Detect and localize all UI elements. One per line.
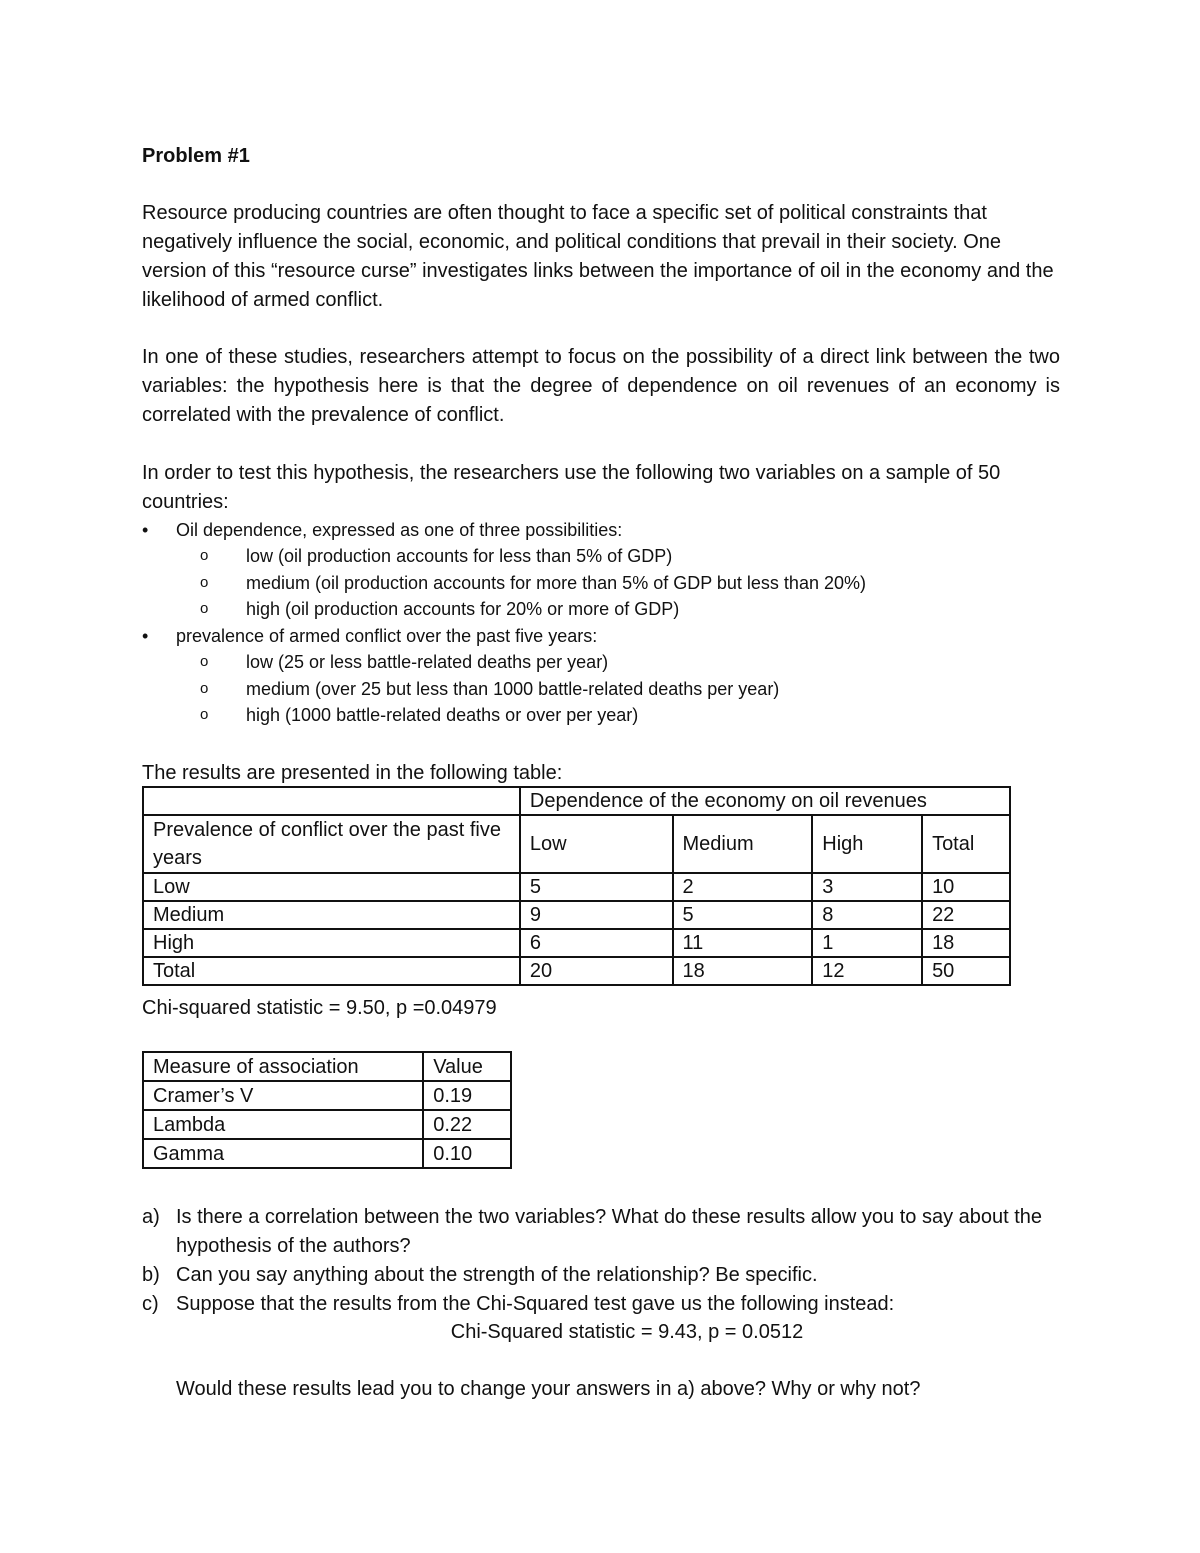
- row-label: Low: [143, 873, 520, 901]
- variable-list-oil: [142, 517, 1060, 623]
- column-header: Value: [423, 1052, 511, 1081]
- row-label: High: [143, 929, 520, 957]
- list-item: [176, 570, 1060, 597]
- table-row: [143, 873, 1010, 901]
- list-item-text: medium (over 25 but less than 1000 battle-related deaths per year): [246, 678, 780, 699]
- question-a: [142, 1203, 1072, 1261]
- measure-name: Gamma: [143, 1139, 423, 1168]
- row-group-header: Prevalence of conflict over the past five years: [143, 815, 520, 873]
- table-cell: 20: [520, 957, 673, 985]
- list-item-text: high (oil production accounts for 20% or more of GDP): [246, 599, 680, 619]
- table-row: [143, 815, 1010, 873]
- table-row: [143, 787, 1010, 815]
- list-item: [176, 702, 1060, 729]
- table-cell: 50: [922, 957, 1010, 985]
- variable-list-conflict: [142, 623, 1060, 729]
- sub-bullet-icon: o: [200, 600, 209, 617]
- list-item-text: medium (oil production accounts for more than 5% of GDP but less than 20%): [246, 572, 866, 593]
- alt-chi-squared: Chi-Squared statistic = 9.43, p = 0.0512: [450, 1321, 804, 1343]
- variable-label: Oil dependence, expressed as one of three possibilities:: [176, 520, 623, 540]
- table-cell: 1: [812, 929, 922, 957]
- table-row: [143, 1139, 511, 1168]
- row-label: Total: [143, 957, 520, 985]
- table-row: [143, 1081, 511, 1110]
- sub-bullet-icon: o: [200, 573, 209, 591]
- table-cell: 11: [673, 929, 813, 957]
- table-cell: 12: [812, 957, 922, 985]
- list-item: [176, 543, 1060, 570]
- question-marker: b): [142, 1264, 160, 1286]
- question-c: [142, 1290, 1072, 1319]
- list-item-text: high (1000 battle-related deaths or over per year): [246, 705, 639, 725]
- list-item-text: low (oil production accounts for less than 5% of GDP): [246, 546, 673, 566]
- column-header: High: [812, 815, 922, 873]
- sub-bullet-icon: o: [200, 547, 209, 564]
- table-cell-empty: [143, 787, 520, 815]
- table-row: [143, 1052, 511, 1081]
- table-cell: 6: [520, 929, 673, 957]
- association-table: [142, 1051, 512, 1169]
- intro-paragraph: Resource producing countries are often thought to face a specific set of political constraints that negatively influence the social, economic, and political conditions that prevail in their society. One version of this “resource curse” investigates links between the importance of oil in the economy and the likelihood of armed conflict.: [142, 202, 1054, 311]
- table-cell: 22: [922, 901, 1010, 929]
- variable-item-conflict: [142, 623, 1060, 729]
- measure-name: Lambda: [143, 1110, 423, 1139]
- column-header: Medium: [673, 815, 813, 873]
- conflict-levels-list: [176, 649, 1060, 729]
- table-row: [143, 929, 1010, 957]
- question-list: [142, 1203, 1072, 1319]
- method-paragraph: In order to test this hypothesis, the researchers use the following two variables on a sample of 50 countries:: [142, 462, 1001, 513]
- table-cell: 5: [520, 873, 673, 901]
- table-cell: 3: [812, 873, 922, 901]
- measure-value: 0.10: [423, 1139, 511, 1168]
- table-row: [143, 901, 1010, 929]
- table-cell: 2: [673, 873, 813, 901]
- variable-item-oil: [142, 517, 1060, 623]
- column-group-header: Dependence of the economy on oil revenues: [520, 787, 1010, 815]
- measure-value: 0.22: [423, 1110, 511, 1139]
- table-cell: 18: [673, 957, 813, 985]
- measure-name: Cramer’s V: [143, 1081, 423, 1110]
- variable-label: prevalence of armed conflict over the past five years:: [176, 626, 598, 646]
- results-table: [142, 786, 1011, 986]
- column-header: Measure of association: [143, 1052, 423, 1081]
- chi-squared-result: Chi-squared statistic = 9.50, p =0.04979: [142, 997, 497, 1019]
- table-cell: 9: [520, 901, 673, 929]
- oil-levels-list: [176, 543, 1060, 623]
- list-item-text: low (25 or less battle-related deaths per year): [246, 652, 609, 672]
- question-b: [142, 1261, 1072, 1290]
- table-cell: 5: [673, 901, 813, 929]
- bullet-icon: •: [142, 626, 149, 646]
- sub-bullet-icon: o: [200, 706, 209, 723]
- measure-value: 0.19: [423, 1081, 511, 1110]
- question-text: Can you say anything about the strength of the relationship? Be specific.: [176, 1264, 818, 1286]
- question-text: Suppose that the results from the Chi-Squared test gave us the following instead:: [176, 1293, 895, 1315]
- question-marker: a): [142, 1206, 160, 1228]
- table-cell: 10: [922, 873, 1010, 901]
- table-caption: The results are presented in the following table:: [142, 762, 563, 784]
- table-cell: 18: [922, 929, 1010, 957]
- bullet-icon: •: [142, 520, 149, 540]
- column-header: Total: [922, 815, 1010, 873]
- row-label: Medium: [143, 901, 520, 929]
- list-item: [176, 676, 1060, 703]
- sub-bullet-icon: o: [200, 653, 209, 670]
- follow-up-question: Would these results lead you to change your answers in a) above? Why or why not?: [176, 1378, 921, 1400]
- hypothesis-paragraph: In one of these studies, researchers attempt to focus on the possibility of a direct link between the two variables: the hypothesis here is that the degree of dependence on oil revenues of an economy is correlated with the prevalence of conflict.: [142, 346, 1060, 426]
- table-row: [143, 1110, 511, 1139]
- question-marker: c): [142, 1293, 159, 1315]
- sub-bullet-icon: o: [200, 679, 209, 697]
- question-text: Is there a correlation between the two variables? What do these results allow you to say about the hypothesis of the authors?: [176, 1206, 1043, 1257]
- problem-title: Problem #1: [142, 145, 250, 167]
- table-cell: 8: [812, 901, 922, 929]
- table-row: [143, 957, 1010, 985]
- list-item: [176, 596, 1060, 623]
- column-header: Low: [520, 815, 673, 873]
- list-item: [176, 649, 1060, 676]
